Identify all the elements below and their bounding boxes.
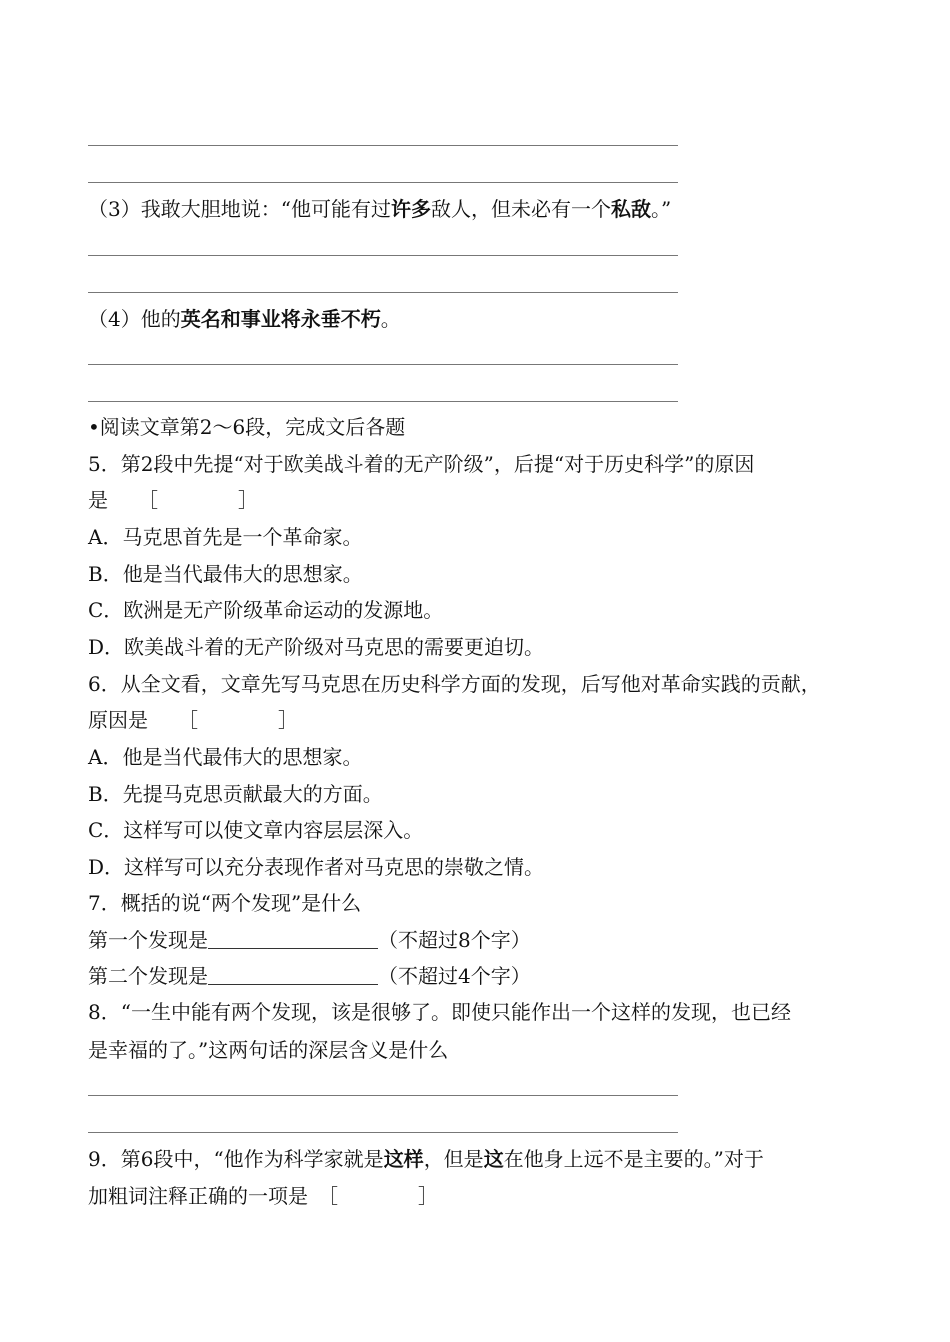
fill-blank[interactable] xyxy=(208,964,378,985)
option-c: C．这样写可以使文章内容层层深入。 xyxy=(88,818,424,842)
question-9-stem xyxy=(88,1145,764,1173)
answer-line xyxy=(88,145,678,146)
question-7-first xyxy=(88,926,531,954)
question-4-suffix: 。 xyxy=(380,307,401,331)
answer-line xyxy=(88,364,678,365)
bold-phrase: 英名和事业将永垂不朽 xyxy=(180,307,381,331)
question-8-stem: 8．“一生中能有两个发现，该是很够了。即使只能作出一个这样的发现，也已经 xyxy=(88,1000,791,1024)
option-c: C．欧洲是无产阶级革命运动的发源地。 xyxy=(88,598,444,622)
option-d: D．这样写可以充分表现作者对马克思的崇敬之情。 xyxy=(88,855,545,879)
option-a: A．他是当代最伟大的思想家。 xyxy=(88,745,363,769)
question-9-mid: ，但是 xyxy=(423,1147,484,1171)
bold-word: 许多 xyxy=(390,197,431,221)
answer-line xyxy=(88,292,678,293)
question-3-prefix: （3）我敢大胆地说：“他可能有过 xyxy=(88,197,391,221)
fill-blank[interactable] xyxy=(208,928,378,949)
option-d: D．欧美战斗着的无产阶级对马克思的需要更迫切。 xyxy=(88,635,545,659)
question-7-second xyxy=(88,962,531,990)
answer-line xyxy=(88,1132,678,1133)
bold-word: 这样 xyxy=(383,1147,424,1171)
question-3 xyxy=(88,195,671,223)
question-9-stem-cont: 加粗词注释正确的一项是 ［ ］ xyxy=(88,1184,438,1208)
question-3-mid: 敌人，但未必有一个 xyxy=(430,197,611,221)
question-5-stem: 5．第2段中先提“对于欧美战斗着的无产阶级”，后提“对于历史科学”的原因 xyxy=(88,452,755,476)
section-header: •阅读文章第2～6段，完成文后各题 xyxy=(88,415,406,439)
answer-line xyxy=(88,401,678,402)
question-4 xyxy=(88,305,401,333)
question-4-prefix: （4）他的 xyxy=(88,307,181,331)
question-9-prefix: 9．第6段中，“他作为科学家就是 xyxy=(88,1147,384,1171)
question-6-stem: 6．从全文看，文章先写马克思在历史科学方面的发现，后写他对革命实践的贡献， xyxy=(88,672,821,696)
option-a: A．马克思首先是一个革命家。 xyxy=(88,525,363,549)
first-discovery-note: （不超过8个字） xyxy=(378,928,531,952)
first-discovery-label: 第一个发现是 xyxy=(88,928,208,952)
bold-word: 私敌 xyxy=(610,197,651,221)
question-5-stem-cont: 是 ［ ］ xyxy=(88,488,258,512)
question-8-stem-cont: 是幸福的了。”这两句话的深层含义是什么 xyxy=(88,1038,449,1062)
second-discovery-label: 第二个发现是 xyxy=(88,964,208,988)
question-9-suffix: 在他身上远不是主要的。”对于 xyxy=(503,1147,764,1171)
answer-line xyxy=(88,1095,678,1096)
second-discovery-note: （不超过4个字） xyxy=(378,964,531,988)
bold-word: 这 xyxy=(483,1147,504,1171)
option-b: B．先提马克思贡献最大的方面。 xyxy=(88,782,383,806)
option-b: B．他是当代最伟大的思想家。 xyxy=(88,562,363,586)
question-3-suffix: 。” xyxy=(650,197,672,221)
question-6-stem-cont: 原因是 ［ ］ xyxy=(88,708,298,732)
question-7-stem: 7．概括的说“两个发现”是什么 xyxy=(88,891,362,915)
answer-line xyxy=(88,255,678,256)
answer-line xyxy=(88,182,678,183)
